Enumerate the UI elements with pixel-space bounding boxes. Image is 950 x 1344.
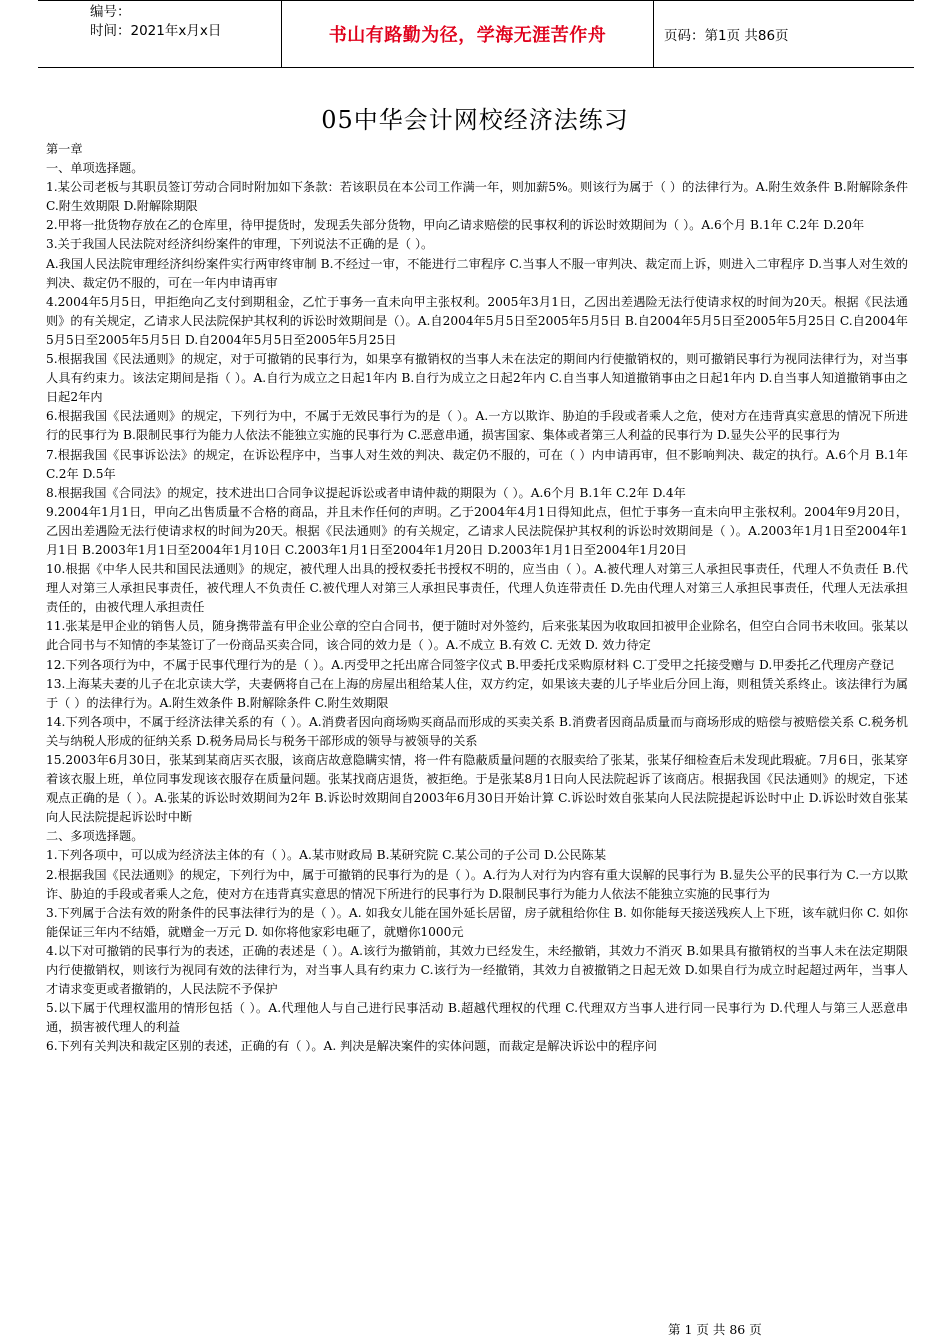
line: 15.2003年6月30日，张某到某商店买衣服，该商店故意隐瞒实情，将一件有隐蔽质量问题的衣服卖给了张某，张某仔细检查后未发现此瑕疵。7月6日，张某穿着该衣服上班，单位同事发现该衣服存在质量问题。张某找商店退货，被拒绝。于是张某8月1日向人民法院起诉了该商店。根据我国《民法通则》的规定，下述观点正确的是（ ）。A.张某的诉讼时效期间为2年 B.诉讼时效期间自2003年6月30日开始计算 C.诉讼时效自张某向人民法院提起诉讼时中止 D.诉讼时效自张某向人民法院提起诉讼时中断 xyxy=(46,753,908,825)
line: 2.甲将一批货物存放在乙的仓库里，待甲提货时，发现丢失部分货物，甲向乙请求赔偿的民事权利的诉讼时效期间为（ ）。A.6个月 B.1年 C.2年 D.20年 xyxy=(46,218,865,233)
line: 4.以下对可撤销的民事行为的表述，正确的表述是（ ）。A.该行为撤销前，其效力已经发生，未经撤销，其效力不消灭 B.如果具有撤销权的当事人未在法定期限内行使撤销权，则该行为视同有效的法律行为，对当事人具有约束力 C.该行为一经撤销，其效力自被撤销之日起无效 D.如果自行为成立时起超过两年，当事人才请求变更或者撤销的，人民法院不予保护 xyxy=(46,943,908,997)
line: 5.根据我国《民法通则》的规定，对于可撤销的民事行为，如果享有撤销权的当事人未在法定的期间内行使撤销权的，则可撤销民事行为视同法律行为，对当事人具有约束力。该法定期间是指（ ）。A.自行为成立之日起1年内 B.自行为成立之日起2年内 C.自当事人知道撤销事由之日起1年内 D.自当事人知道撤销事由之日起2年内 xyxy=(46,352,908,405)
line: 9.2004年1月1日，甲向乙出售质量不合格的商品，并且未作任何的声明。乙于2004年4月1日得知此点，但忙于事务一直未向甲主张权利。2004年9月20日，乙因出差遇险无法行使请求权的时间为20天。根据《民法通则》的有关规定，乙请求人民法院保护其权利的诉讼时效期间是（ ）。A.2003年1月1日至2004年1月1日 B.2003年1月1日至2004年1月10日 C.2003年1月1日至2004年1月20日 D.2003年1月1日至2004年1月20日 xyxy=(46,504,908,557)
line: 10.根据《中华人民共和国民法通则》的规定，被代理人出具的授权委托书授权不明的，应当由（ ）。A.被代理人对第三人承担民事责任，代理人不负责任 B.代理人对第三人承担民事责任，被代理人不负责任 C.被代理人对第三人承担民事责任，代理人负连带责任 D.先由代理人对第三人承担民事责任，代理人无法承担责任的，由被代理人承担责任 xyxy=(46,562,908,615)
page-footer: 第 1 页 共 86 页 xyxy=(668,1322,762,1337)
line: 14.下列各项中，不属于经济法律关系的有（ ）。A.消费者因向商场购买商品而形成的买卖关系 B.消费者因商品质量而与商场形成的赔偿与被赔偿关系 C.税务机关与纳税人形成的征纳关系 D.税务局局长与税务干部形成的领导与被领导的关系 xyxy=(46,714,908,748)
line: 8.根据我国《合同法》的规定，技术进出口合同争议提起诉讼或者申请仲裁的期限为（ ）。A.6个月 B.1年 C.2年 D.4年 xyxy=(46,485,686,500)
header-meta xyxy=(38,1,282,67)
header-page-info: 页码：第1页 共86页 xyxy=(664,28,789,44)
line: 2.根据我国《民法通则》的规定，下列行为中，属于可撤销的民事行为的是（ ）。A.行为人对行为内容有重大误解的民事行为 B.显失公平的民事行为 C.一方以欺诈、胁迫的手段或者乘人之危，使对方在违背真实意思的情况下所进行的民事行为 D.限制民事行为能力人依法不能独立实施的民事行为 xyxy=(46,867,908,901)
line: 3.下列属于合法有效的附条件的民事法律行为的是（ ）。A. 如我女儿能在国外延长居留，房子就租给你住 B. 如你能每天接送残疾人上下班，该车就归你 C. 如你能保证三年内不结婚，就赠金一万元 D. 如你将他家彩电砸了，就赠你1000元 xyxy=(46,905,908,939)
line: 1.某公司老板与其职员签订劳动合同时附加如下条款：若该职员在本公司工作满一年，则加薪5%。则该行为属于（ ）的法律行为。A.附生效条件 B.附解除条件 C.附生效期限 D.附解除期限 xyxy=(46,180,908,214)
line: A.我国人民法院审理经济纠纷案件实行两审终审制 B.不经过一审，不能进行二审程序 C.当事人不服一审判决、裁定而上诉，则进入二审程序 D.当事人对生效的判决、裁定仍不服的，可在一年内申请再审 xyxy=(46,256,908,290)
document-body xyxy=(46,140,908,1057)
serial-label: 编号： xyxy=(90,4,131,20)
line: 5.以下属于代理权滥用的情形包括（ ）。A.代理他人与自己进行民事活动 B.超越代理权的代理 C.代理双方当事人进行同一民事行为 D.代理人与第三人恶意串通，损害被代理人的利益 xyxy=(46,1001,908,1035)
line: 3.关于我国人民法院对经济纠纷案件的审理，下列说法不正确的是（ ）。 xyxy=(46,237,434,252)
line: 1.下列各项中，可以成为经济法主体的有（ ）。A.某市财政局 B.某研究院 C.某公司的子公司 D.公民陈某 xyxy=(46,848,607,863)
line: 11.张某是甲企业的销售人员，随身携带盖有甲企业公章的空白合同书，便于随时对外签约，后来张某因为收取回扣被甲企业除名，但空白合同书未收回。张某以此合同书与不知情的李某签订了一份商品买卖合同，该合同的效力是（ ）。A.不成立 B.有效 C. 无效 D. 效力待定 xyxy=(46,619,908,653)
document-title: 05中华会计网校经济法练习 xyxy=(321,106,629,134)
line: 6.根据我国《民法通则》的规定，下列行为中，不属于无效民事行为的是（ ）。A.一方以欺诈、胁迫的手段或者乘人之危，使对方在违背真实意思的情况下所进行的民事行为 B.限制民事行为能力人依法不能独立实施的民事行为 C.恶意串通，损害国家、集体或者第三人利益的民事行为 D.显失公平的民事行为 xyxy=(46,409,908,443)
line: 4.2004年5月5日，甲拒绝向乙支付到期租金，乙忙于事务一直未向甲主张权利。2005年3月1日，乙因出差遇险无法行使请求权的时间为20天。根据《民法通则》的有关规定，乙请求人民法院保护其权利的诉讼时效期间是（）。A.自2004年5月5日至2005年5月5日 B.自2004年5月5日至2005年5月25日 C.自2004年5月5日至2005年5月5日 D.自2004年5月5日至2005年5月25日 xyxy=(46,294,908,347)
time-label: 时间：2021年x月x日 xyxy=(90,23,222,39)
line: 7.根据我国《民事诉讼法》的规定，在诉讼程序中，当事人对生效的判决、裁定仍不服的，可在（ ）内申请再审，但不影响判决、裁定的执行。A.6个月 B.1年 C.2年 D.5年 xyxy=(46,447,908,481)
line: 12.下列各项行为中，不属于民事代理行为的是（ ）。A.丙受甲之托出席合同签字仪式 B.甲委托戊采购原材料 C.丁受甲之托接受赠与 D.甲委托乙代理房产登记 xyxy=(46,657,895,672)
line: 13.上海某夫妻的儿子在北京读大学，夫妻俩将自己在上海的房屋出租给某人住，双方约定，如果该夫妻的儿子毕业后分回上海，则租赁关系终止。该法律行为属于（ ）的法律行为。A.附生效条件 B.附解除条件 C.附生效期限 xyxy=(46,676,908,710)
line: 6.下列有关判决和裁定区别的表述，正确的有（ ）。A. 判决是解决案件的实体问题，而裁定是解决诉讼中的程序问 xyxy=(46,1039,657,1054)
page-header xyxy=(38,0,914,68)
line: 二、多项选择题。 xyxy=(46,829,144,844)
line: 第一章 xyxy=(46,142,83,156)
line: 一、单项选择题。 xyxy=(46,161,144,176)
header-motto: 书山有路勤为径，学海无涯苦作舟 xyxy=(282,1,654,67)
